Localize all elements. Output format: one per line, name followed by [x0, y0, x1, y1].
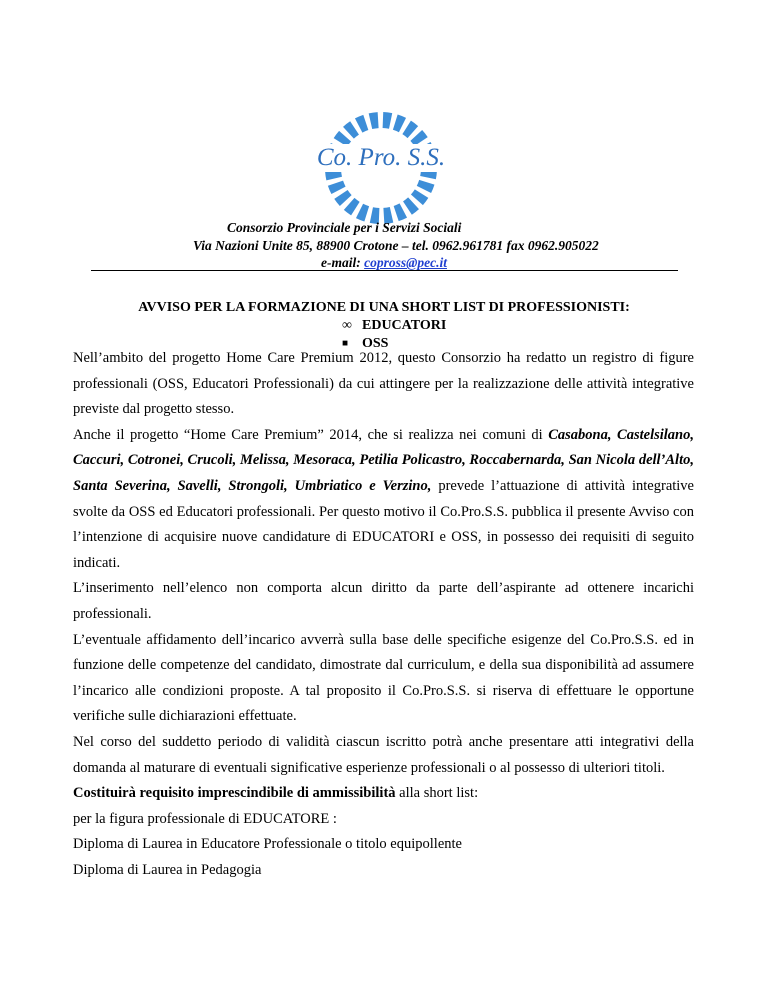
town-list: Casabona, Castelsilano, Caccuri, Cotronei, Crucoli, Melissa, Mesoraca, Petilia Policastro, Roccabernarda, San Nicola dell’Alto, Santa Severina, Savelli, Strongoli, Umbriatico e Verzino, — [73, 426, 694, 494]
logo-ring-segment — [402, 121, 418, 138]
logo-ring-segment — [383, 112, 393, 129]
paragraph-9: Diploma di Laurea in Pedagogia — [73, 861, 262, 878]
logo-ring-segment — [394, 203, 407, 221]
list-item-educatori — [342, 318, 446, 334]
paragraph-5: Nel corso del suddetto periodo di validità ciascun iscritto potrà anche presentare atti integrativi della domanda al maturare di eventuali significative esperienze professionali o al possesso di ulteriori titoli. — [73, 733, 694, 776]
paragraph-4: L’eventuale affidamento dell’incarico avverrà sulla base delle specifiche esigenze del Co.Pro.S.S. ed in funzione delle competenze del candidato, dimostrate dal curriculum, e della sua disponibilità ad assumere l’incarico alle condizioni proposte. A tal proposito il Co.Pro.S.S. si riserva di effettuare le opportune verifiche sulle dichiarazioni effettuate. — [73, 631, 694, 725]
document-body — [73, 346, 694, 883]
header-divider — [91, 270, 678, 271]
paragraph-2-rest: prevede l’attuazione di attività integrative svolte da OSS ed Educatori professionali. Per questo motivo il Co.Pro.S.S. pubblica il presente Avviso con l’intenzione di acquisire nuove candidature di EDUCATORI e OSS, in possesso dei requisiti di seguito indicati. — [73, 477, 694, 571]
org-address: Via Nazioni Unite 85, 88900 Crotone – tel. 0962.961781 fax 0962.905022 — [193, 238, 599, 253]
email-link[interactable]: copross@pec.it — [364, 255, 447, 270]
logo-ring-segment — [343, 121, 359, 138]
paragraph-8: Diploma di Laurea in Educatore Professionale o titolo equipollente — [73, 836, 462, 853]
list-item-label: EDUCATORI — [362, 318, 447, 333]
paragraph-3: L’inserimento nell’elenco non comporta alcun diritto da parte dell’aspirante ad ottenere incarichi professionali. — [73, 580, 694, 622]
logo-ring-segment — [356, 204, 369, 222]
logo-ring-segment — [344, 198, 360, 215]
paragraph-6 — [73, 781, 694, 807]
logo-ring-segment — [355, 115, 368, 133]
notice-title: AVVISO PER LA FORMAZIONE DI UNA SHORT LIST DI PROFESSIONISTI: — [138, 300, 630, 315]
logo-text: Co. Pro. S.S. — [316, 144, 446, 171]
paragraph-2 — [73, 423, 694, 577]
requirement-heading: Costituirà requisito imprescindibile di ammissibilità — [73, 785, 396, 802]
logo-ring-segment — [393, 115, 406, 133]
logo-ring-segment — [334, 190, 351, 206]
org-name: Consorzio Provinciale per i Servizi Sociali — [227, 220, 462, 235]
requirement-heading-rest: alla short list: — [395, 785, 479, 802]
logo-ring-segment — [369, 112, 379, 129]
paragraph-2-intro: Anche il progetto “Home Care Premium” 2014, che si realizza nei comuni di — [73, 426, 549, 443]
logo-ring-segment — [403, 197, 419, 214]
logo-ring-segment — [417, 180, 435, 193]
logo-ring-segment — [328, 181, 346, 194]
logo-ring-segment — [411, 189, 428, 205]
paragraph-7: per la figura professionale di EDUCATORE : — [73, 810, 337, 827]
email-label: e-mail: — [321, 255, 365, 270]
list-item-label: OSS — [362, 336, 389, 351]
paragraph-1: Nell’ambito del progetto Home Care Premium 2012, questo Consorzio ha redatto un registro di figure professionali (OSS, Educatori Professionali) da cui attingere per la realizzazione delle attività integrative previste dal progetto stesso. — [73, 350, 694, 418]
infinity-bullet-icon: ∞ — [342, 318, 352, 333]
copross-logo — [278, 112, 484, 228]
org-email-line — [0, 255, 768, 271]
square-bullet-icon: ■ — [342, 338, 349, 349]
